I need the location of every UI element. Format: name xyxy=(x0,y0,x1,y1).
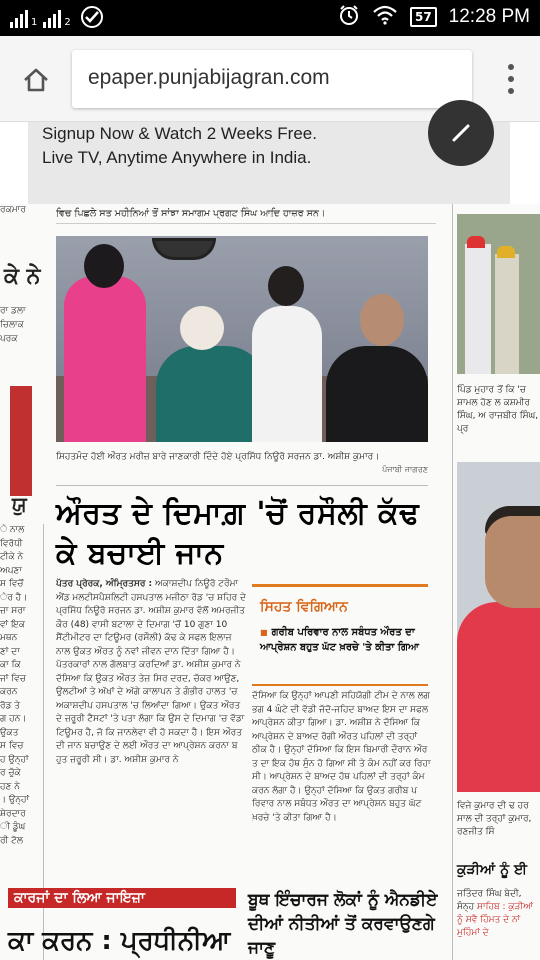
ad-text: Signup Now & Watch 2 Weeks Free. Live TV, Anytime Anywhere in India. xyxy=(42,124,317,167)
epaper-page[interactable] xyxy=(0,204,540,960)
person-head xyxy=(268,266,304,306)
person-head xyxy=(84,244,124,288)
left-column-line: ਰੀ ਟੋਲ xyxy=(0,835,24,846)
bottom-left-headline: ਕਾ ਕਰਨ : ਪ੍ਰਧੀਨੀਆ xyxy=(8,926,231,956)
left-column-line: ਹ ਉਨ੍ਹਾਂ xyxy=(0,754,29,765)
left-column-line: ਕਰਨ xyxy=(0,687,18,697)
signal-icon-sim2 xyxy=(43,10,70,28)
left-column-line: । ਉਨ੍ਹਾਂ xyxy=(0,795,30,805)
article-body-text: ਅਕਾਸ਼ਦੀਪ ਨਿਊਰੋ ਟਰੌਮਾ ਐਂਡ ਮਲਟੀਸਪੈਸ਼ਲਿਟੀ ਹਸਪਤਾਲ ਮਜੀਠਾ ਰੋਡ 'ਚ ਸ਼ਹਿਰ ਦੇ ਪ੍ਰਸਿੱਧ ਨਿਊਰੋ ਸਰਜਨ ਡਾ. ਅਸ਼ੀਸ਼ ਕੁਮਾਰ ਵੱਲੋਂ ਅਮਰਜੀਤ ਕੌਰ (48) ਵਾਸੀ ਬਟਾਲਾ ਦੇ ਦਿਮਾਗ 'ਚੋਂ 10 ਗੁਣਾ 10 ਸੈਂਟੀਮੀਟਰ ਦਾ ਟਿਊਮਰ (ਰਸੌਲੀ) ਕੱਢ ਕੇ ਸਫਲ ਇਲਾਜ ਨਾਲ ਉਕਤ ਔਰਤ ਨੂੰ ਨਵਾਂ ਜੀਵਨ ਦਾਨ ਦਿੱਤਾ ਗਿਆ ਹੈ। ਪੱਤਰਕਾਰਾਂ ਨਾਲ ਗੱਲਬਾਤ ਕਰਦਿਆਂ ਡਾ. ਅਸ਼ੀਸ਼ ਕੁਮਾਰ ਨੇ ਦੱਸਿਆ ਕਿ ਉਕਤ ਔਰਤ ਤੇਜ਼ ਸਿਰ ਦਰਦ, ਚੱਕਰ ਆਉਣ, ਉਲਟੀਆਂ ਤੇ ਅੱਖਾਂ ਦੇ ਅੱਗੇ ਕਾਲਾਪਨ ਤੇ ਗੰਭੀਰ ਹਾਲਤ 'ਚ ਅਕਾਸ਼ਦੀਪ ਹਸਪਤਾਲ 'ਚ ਲਿਆਂਦਾ ਗਿਆ। ਉਕਤ ਔਰਤ ਦੇ ਜ਼ਰੂਰੀ ਟੈਸਟਾਂ 'ਤੇ ਪਤਾ ਲੱਗਾ ਕਿ ਉਸ ਦੇ ਦਿਮਾਗ 'ਚ ਵੱਡਾ ਟਿਊਮਰ ਹੈ, ਜੋ ਕਿ ਜਾਨਲੇਵਾ ਵੀ ਹੋ ਸਕਦਾ ਹੈ। ਇਸ ਔਰਤ ਦੀ ਜਾਨ ਬਚਾਉਣ ਦੇ ਲਈ ਔਰਤ ਦਾ ਆਪ੍ਰੇਸ਼ਨ ਕਰਨਾ ਬਹੁਤ ਜ਼ਰੂਰੀ ਸੀ। ਡਾ. ਅਸ਼ੀਸ਼ ਕੁਮਾਰ ਨੇ xyxy=(56,579,246,765)
left-column-line: ਅਪਣਾ xyxy=(0,565,22,576)
right-caption-1: ਪਿੰਡ ਮੁਹਾਰ ਤੋਂ ਕਿ 'ਚ ਸ਼ਾਮਲ ਹੋਣ ਲ ਕਸ਼ਮੀਰ ਸਿੰਘ, ਅ ਰਾਜਬੀਰ ਸਿੰਘ, ਪ੍ਰ xyxy=(457,385,539,434)
right-photo-portrait xyxy=(457,462,540,792)
person-head xyxy=(180,306,224,350)
left-column-line: ਰੋਡ ਤੇ xyxy=(0,700,21,711)
person-figure xyxy=(156,346,266,442)
status-bar xyxy=(0,0,540,36)
left-column-line: ਸ ਵਿਚੋਂ xyxy=(0,579,24,589)
left-column-line: ਰ ਚੁੱਕੇ xyxy=(0,768,21,778)
person-head xyxy=(360,294,404,346)
dot-icon xyxy=(508,76,514,82)
left-column-line: ਟੀਕੇ ਨੇ xyxy=(0,552,24,562)
person-figure xyxy=(64,276,146,442)
section-title: ਸਿਹਤ ਵਿਗਿਆਨ xyxy=(260,599,348,615)
left-snippet: ਰਾ ਡਲਾ xyxy=(0,306,26,316)
right-body: ਸਾਹਿਬ : ਕੁੜੀਆਂ ਨੂੰ ਸਵੈ ਹਿੰਮਤ ਦੇ ਨਾਂ ਮੁਹਿੰਮਾਂ ਦੇ xyxy=(457,902,533,938)
left-snippets xyxy=(0,304,26,346)
overflow-menu-button[interactable] xyxy=(506,64,516,94)
left-column-line: ਜ਼ਾ ਸਰਾ xyxy=(0,606,26,616)
home-icon xyxy=(22,66,50,94)
home-button[interactable] xyxy=(14,58,58,102)
status-time: 12:28 PM xyxy=(448,6,530,27)
left-column-line: ਸ਼ੇਰਦਾਰ xyxy=(0,808,26,819)
left-column-line: ਗ ਹਨ। xyxy=(0,714,27,724)
photo-caption-text: ਸਿਹਤਮੰਦ ਹੋਈ ਔਰਤ ਮਰੀਜ਼ ਬਾਰੇ ਜਾਣਕਾਰੀ ਦਿੰਦੇ ਹੋਏ ਪ੍ਰਸਿੱਧ ਨਿਊਰੋ ਸਰਜਨ ਡਾ. ਅਸ਼ੀਸ਼ ਕੁਮਾਰ। xyxy=(56,452,380,462)
left-snippet: ਪਰਕ xyxy=(0,334,18,344)
left-column-line: ਵਾਂ ਇਕ xyxy=(0,619,26,630)
left-column-line: ਮਥਨ xyxy=(0,633,18,643)
left-column-line: ੇ ਨਾਲ xyxy=(0,525,25,535)
right-column xyxy=(452,204,540,960)
left-column-line: ਉਕਤ xyxy=(0,727,19,738)
check-circle-icon xyxy=(81,6,103,28)
right-dateline: ਜਤਿੰਦਰ ਸਿੰਘ ਬੇਦੀ, ਸੰਨ੍ਹ xyxy=(457,889,522,912)
url-bar[interactable] xyxy=(72,50,472,108)
ad-action-button[interactable] xyxy=(428,100,494,166)
dot-icon xyxy=(508,64,514,70)
sim2-label: 2 xyxy=(64,17,71,28)
left-column-line: ਵਿਰੋਧੀ xyxy=(0,538,23,549)
right-headline: ਕੁੜੀਆਂ ਨੂੰ ਈ xyxy=(457,862,528,878)
sehat-vigyan-box xyxy=(252,584,428,686)
article-headline: ਔਰਤ ਦੇ ਦਿਮਾਗ਼ 'ਚੋਂ ਰਸੌਲੀ ਕੱਢ ਕੇ ਬਚਾਈ ਜਾਨ xyxy=(56,496,420,571)
left-column-fragment: ਰਕਮਾਰ xyxy=(0,205,26,215)
left-column-line: ਣਾਂ ਦਾ xyxy=(0,646,20,657)
article-body-column-2 xyxy=(252,690,432,870)
left-headline-fragment: ਕੇ ਨੇ xyxy=(4,264,41,289)
highlight-bullet: ■ ਗਰੀਬ ਪਰਿਵਾਰ ਨਾਲ ਸਬੰਧਤ ਔਰਤ ਦਾ ਆਪ੍ਰੇਸ਼ਨ ਬਹੁਤ ਘੱਟ ਖ਼ਰਚੇ 'ਤੇ ਕੀਤਾ ਗਿਆ xyxy=(260,625,424,655)
photo-credit: ਪੰਜਾਬੀ ਜਾਗਰਣ xyxy=(382,465,428,474)
left-column-line: ਸ ਵਿਚ xyxy=(0,741,24,751)
top-strip-text: ਵਿਚ ਪਿਛਲੇ ਸਤ ਮਹੀਨਿਆਂ ਤੋਂ ਸਾਂਝਾ ਸਮਾਗਮ ਪ੍ਰਗਟ ਸਿੰਘ ਆਦਿ ਹਾਜ਼ਰ ਸਨ। xyxy=(56,204,436,224)
right-photo-top xyxy=(457,214,540,374)
alarm-icon xyxy=(338,4,360,30)
article-body-column-1 xyxy=(56,578,248,868)
bottom-middle-headline: ਬੂਥ ਇੰਚਾਰਜ ਲੋਕਾਂ ਨੂੰ ਐਨਡੀਏ ਦੀਆਂ ਨੀਤੀਆਂ ਤੋਂ ਕਰਵਾਉਣਗੇ ਜਾਣੂ xyxy=(248,890,438,958)
left-photo-fragment xyxy=(10,386,32,496)
photo-caption xyxy=(56,450,428,486)
left-column-line: ਹਣ ਨੇ xyxy=(0,781,20,792)
ad-banner[interactable] xyxy=(28,122,510,204)
left-column-line: ੇਰ ਹੈ। xyxy=(0,592,28,603)
dot-icon xyxy=(508,88,514,94)
right-article-text xyxy=(457,888,540,940)
status-bar-right xyxy=(338,4,530,30)
sim1-label: 1 xyxy=(31,17,38,28)
right-caption-2: ਵਿਜੇ ਕੁਮਾਰ ਦੀ ਢ ਹਰ ਸਾਲ ਦੀ ਤਰ੍ਹਾਂ ਕੁਮਾਰ, ਰਣਜੀਤ ਸਿੰ xyxy=(457,801,532,837)
person-figure xyxy=(326,346,428,442)
wifi-icon xyxy=(372,5,398,29)
left-column-line: ਕਾ ਕਿ xyxy=(0,660,21,670)
url-text: epaper.punjabijagran.com xyxy=(88,66,330,89)
left-column-line: ਜਾਂ ਵਿਚ xyxy=(0,673,26,684)
edit-icon xyxy=(446,118,476,148)
status-bar-left xyxy=(10,6,103,28)
battery-indicator: 57 xyxy=(410,7,437,27)
article-body-text: ਦੱਸਿਆ ਕਿ ਉਨ੍ਹਾਂ ਆਪਣੀ ਸਹਿਯੋਗੀ ਟੀਮ ਦੇ ਨਾਲ ਲਗਭਗ 4 ਘੰਟੇ ਦੀ ਵੱਡੀ ਜੱਦੋ-ਜਹਿਦ ਬਾਅਦ ਇਸ ਦਾ ਸਫਲ ਆਪ੍ਰੇਸ਼ਨ ਕੀਤਾ ਗਿਆ। ਡਾ. ਅਸ਼ੀਸ਼ ਨੇ ਦੱਸਿਆ ਕਿ ਆਪ੍ਰੇਸ਼ਨ ਦੇ ਬਾਅਦ ਰੋਗੀ ਔਰਤ ਪਹਿਲਾਂ ਦੀ ਤਰ੍ਹਾਂ ਠੀਕ ਹੈ। ਉਨ੍ਹਾਂ ਦੱਸਿਆ ਕਿ ਇਸ ਬਿਮਾਰੀ ਦੌਰਾਨ ਔਰਤ ਦਾ ਇਕ ਹੱਥ ਸੁੰਨ ਹੋ ਗਿਆ ਸੀ ਤੇ ਕੰਮ ਨਹੀਂ ਕਰ ਰਿਹਾ ਸੀ। ਆਪ੍ਰੇਸ਼ਨ ਦੇ ਬਾਅਦ ਹੱਥ ਪਹਿਲਾਂ ਦੀ ਤਰ੍ਹਾਂ ਕੰਮ ਕਰਨ ਲੱਗਾ ਹੈ। ਉਨ੍ਹਾਂ ਦੱਸਿਆ ਕਿ ਉਕਤ ਗਰੀਬ ਪਰਿਵਾਰ ਨਾਲ ਸਬੰਧਤ ਔਰਤ ਦਾ ਆਪ੍ਰੇਸ਼ਨ ਬਹੁਤ ਘੱਟ ਖ਼ਰਚੇ 'ਤੇ ਕੀਤਾ ਗਿਆ ਹੈ। xyxy=(252,691,431,823)
person-figure xyxy=(252,306,322,442)
left-snippet: ਚਿਲਾਕ xyxy=(0,320,24,330)
article-dateline: ਪੱਤਰ ਪ੍ਰੇਰਕ, ਅੰਮ੍ਰਿਤਸਰ : xyxy=(56,579,153,589)
news-photo[interactable] xyxy=(56,236,428,442)
left-column-line: ੀ ਡੂੰਘ xyxy=(0,822,26,832)
bottom-left-headline-banner: ਕਾਰਜਾਂ ਦਾ ਲਿਆ ਜਾਇਜ਼ਾ xyxy=(8,888,236,908)
signal-icon-sim1 xyxy=(10,10,37,28)
left-badge-fragment: ਯੁ xyxy=(12,492,27,516)
